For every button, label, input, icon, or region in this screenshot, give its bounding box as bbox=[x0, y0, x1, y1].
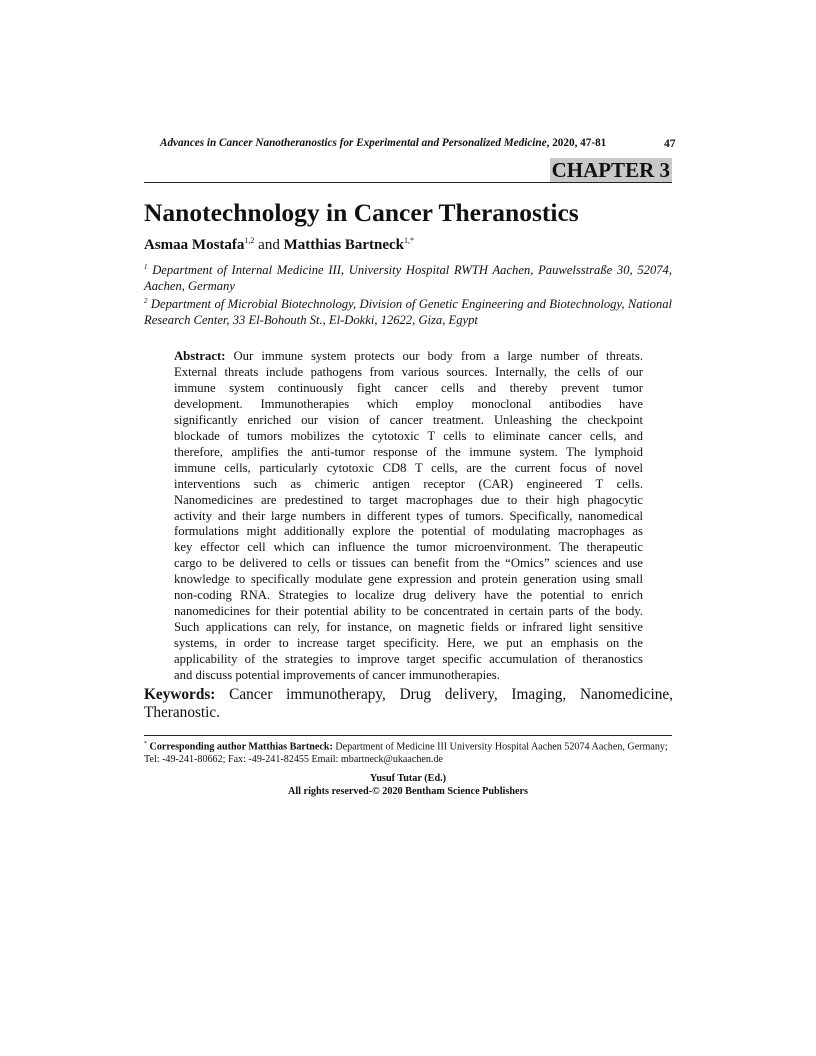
abstract-line bbox=[174, 636, 643, 652]
abstract-line bbox=[174, 445, 643, 461]
abstract-text: Nanomedicines are predestined to target macrophages due to their high phagocytic bbox=[174, 492, 643, 507]
editor: Yusuf Tutar (Ed.) bbox=[369, 773, 447, 784]
abstract-line bbox=[174, 588, 643, 604]
abstract-line bbox=[174, 461, 643, 477]
affiliation bbox=[144, 293, 672, 328]
footnote-divider bbox=[144, 735, 672, 736]
abstract-text: formulations might additionally explore the potential of modulating macrophages as bbox=[174, 524, 643, 539]
author: Asmaa Mostafa bbox=[144, 237, 245, 253]
abstract-line bbox=[174, 524, 643, 540]
abstract-line bbox=[174, 429, 643, 445]
abstract-text: blockade of tumors mobilizes the cytotoxic T cells to eliminate cancer cells, and bbox=[174, 428, 643, 443]
aff-sup: 1 bbox=[144, 263, 148, 271]
abstract-line bbox=[174, 413, 643, 429]
abstract-text: immune cells, particularly cytotoxic CD8 T cells, are the current focus of novel bbox=[174, 460, 643, 475]
abstract-text: and discuss potential improvements of cancer immunotherapies. bbox=[174, 668, 500, 683]
abstract-text: cargo to be delivered to cells or tissues can benefit from the “Omics” sciences and use bbox=[174, 556, 643, 571]
divider bbox=[144, 182, 672, 183]
year-pages: , 2020, 47-81 bbox=[546, 137, 607, 149]
footnote-text: Department of Medicine III University Hospital Aachen 52074 Aachen, Germany; Tel: -49-241-80662; Fax: -49-241-82455 Email: mbartneck@ukaachen.de bbox=[144, 741, 668, 766]
keywords-text: Cancer immunotherapy, Drug delivery, Imaging, Nanomedicine, Theranostic. bbox=[144, 686, 673, 721]
abstract-line bbox=[174, 652, 643, 668]
abstract-line bbox=[174, 349, 643, 365]
abstract-line bbox=[174, 556, 643, 572]
abstract-label: Abstract: bbox=[174, 349, 226, 363]
abstract-text: applicability of the strategies to improve target specific accumulation of theranostics bbox=[174, 652, 643, 667]
abstract-text: External threats include pathogens from various sources. Internally, the cells of our bbox=[174, 364, 643, 379]
abstract-text: significantly enriched our vision of cancer treatment. Unleashing the checkpoint bbox=[174, 412, 643, 427]
abstract-line bbox=[174, 540, 643, 556]
rights: All rights reserved-© 2020 Bentham Science Publishers bbox=[287, 785, 529, 797]
author-sup: 1,2 bbox=[244, 236, 255, 245]
footnote bbox=[144, 738, 674, 766]
keywords bbox=[144, 686, 673, 722]
running-header bbox=[160, 137, 606, 149]
authors bbox=[144, 236, 414, 254]
keywords-label: Keywords: bbox=[144, 686, 216, 703]
affiliation bbox=[144, 259, 672, 294]
abstract-line bbox=[174, 509, 643, 525]
author-sup: 1,* bbox=[403, 236, 414, 245]
chapter-title: Nanotechnology in Cancer Theranostics bbox=[144, 198, 579, 227]
abstract bbox=[174, 349, 643, 684]
abstract-text: therefore, amplifies the anti-tumor response of the immune system. The lymphoid bbox=[174, 444, 643, 459]
abstract-line bbox=[174, 381, 643, 397]
footnote-label: Corresponding author Matthias Bartneck: bbox=[147, 741, 333, 753]
abstract-text: interventions such as chimeric antigen receptor (CAR) engineered T cells. bbox=[174, 476, 643, 491]
abstract-line bbox=[174, 493, 643, 509]
aff-text: Department of Internal Medicine III, University Hospital RWTH Aachen, Pauwelsstraße 30, 52074, Aachen, Germany bbox=[144, 263, 672, 294]
abstract-line bbox=[174, 365, 643, 381]
abstract-line bbox=[174, 620, 643, 636]
abstract-text: key effector cell which can influence the tumor microenvironment. The therapeutic bbox=[174, 540, 643, 555]
abstract-text: development. Immunotherapies which employ monoclonal antibodies have bbox=[174, 396, 643, 411]
footnote-sup: * bbox=[144, 741, 147, 747]
abstract-text: non-coding RNA. Strategies to localize drug delivery have the potential to enrich bbox=[174, 588, 643, 603]
abstract-line bbox=[174, 572, 643, 588]
aff-text: Department of Microbial Biotechnology, Division of Genetic Engineering and Biotechnology, National Research Center, 33 El-Bohouth St., El-Dokki, 12622, Giza, Egypt bbox=[144, 297, 672, 328]
chapter-label: CHAPTER 3 bbox=[551, 158, 670, 182]
abstract-text: immune system continuously fight cancer cells and thereby prevent tumor bbox=[174, 380, 643, 395]
abstract-text: Our immune system protects our body from a large number of threats. bbox=[225, 349, 643, 363]
abstract-line bbox=[174, 477, 643, 493]
abstract-text: Such applications can rely, for instance, on magnetic fields or infrared light sensitive bbox=[174, 620, 643, 635]
abstract-text: activity and their large numbers in different types of tumors. Specifically, nanomedical bbox=[174, 508, 643, 523]
abstract-line bbox=[174, 668, 643, 684]
abstract-text: knowledge to specifically modulate gene expression and protein generation using small bbox=[174, 572, 643, 587]
abstract-line bbox=[174, 604, 643, 620]
author: Matthias Bartneck bbox=[283, 237, 404, 253]
abstract-text: systems, in order to increase target specificity. Here, we put an emphasis on the bbox=[174, 636, 643, 651]
aff-sup: 2 bbox=[144, 297, 148, 305]
and-text: and bbox=[254, 237, 284, 253]
abstract-line bbox=[174, 397, 643, 413]
page-number: 47 bbox=[664, 138, 676, 150]
editor-block bbox=[144, 773, 672, 798]
journal-title: Advances in Cancer Nanotheranostics for Experimental and Personalized Medicine bbox=[160, 137, 547, 149]
abstract-text: nanomedicines for their potential ability to be concentrated in certain parts of the body. bbox=[174, 604, 643, 619]
